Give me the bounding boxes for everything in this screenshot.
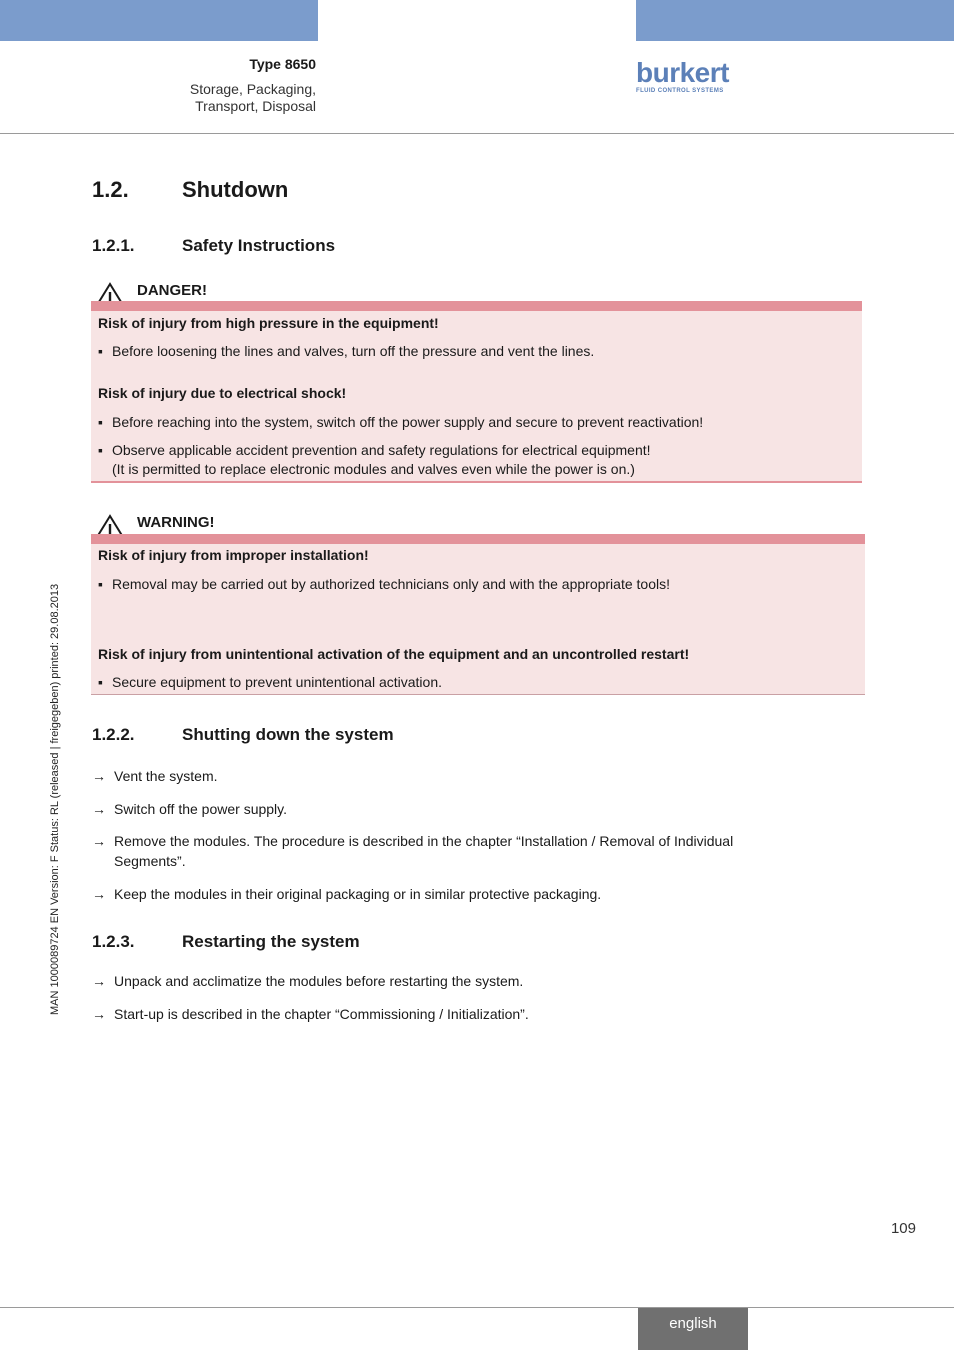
danger-risk-electrical: Risk of injury due to electrical shock! bbox=[98, 385, 347, 401]
subsection-heading-safety bbox=[92, 236, 335, 256]
header-band-left bbox=[0, 0, 318, 41]
danger-bullet: ▪ Before loosening the lines and valves, turn off the pressure and vent the lines. bbox=[98, 343, 595, 359]
shutdown-step: → Keep the modules in their original packaging or in similar protective packaging. bbox=[92, 886, 602, 902]
arrow-icon: → bbox=[92, 973, 106, 989]
warning-box-bottom bbox=[91, 694, 865, 695]
restart-step: → Start-up is described in the chapter “Commissioning / Initialization”. bbox=[92, 1006, 529, 1022]
burkert-logo bbox=[636, 56, 736, 98]
arrow-icon: → bbox=[92, 801, 106, 817]
subsection-title: Shutting down the system bbox=[182, 725, 394, 744]
danger-box-bar bbox=[91, 301, 862, 311]
document-metadata-side-text: MAN 1000089724 EN Version: F Status: RL (released | freigegeben) printed: 29.08.2013 bbox=[49, 583, 61, 1015]
arrow-icon: → bbox=[92, 833, 106, 849]
restart-step: → Unpack and acclimatize the modules before restarting the system. bbox=[92, 973, 524, 989]
section-heading bbox=[92, 177, 288, 203]
footer-divider bbox=[0, 1307, 954, 1308]
danger-bullet: ▪ Observe applicable accident prevention and safety regulations for electrical equipment! (It is permitted to replace electronic modules and valves even while the power is on.) bbox=[98, 442, 651, 477]
section-number: 1.2. bbox=[92, 177, 129, 202]
logo-wordmark: burkert bbox=[636, 57, 729, 88]
subsection-number: 1.2.1. bbox=[92, 236, 135, 255]
danger-label: DANGER! bbox=[137, 282, 207, 299]
warning-risk-restart: Risk of injury from unintentional activation of the equipment and an uncontrolled restart! bbox=[98, 646, 690, 662]
danger-bullet: ▪ Before reaching into the system, switch off the power supply and secure to prevent reactivation! bbox=[98, 414, 704, 430]
section-title: Shutdown bbox=[182, 177, 289, 202]
warning-label: WARNING! bbox=[137, 514, 215, 531]
logo-tagline: FLUID CONTROL SYSTEMS bbox=[636, 88, 724, 94]
subsection-number: 1.2.2. bbox=[92, 725, 135, 744]
warning-risk-installation: Risk of injury from improper installation! bbox=[98, 547, 369, 563]
subsection-number: 1.2.3. bbox=[92, 932, 135, 951]
danger-box bbox=[91, 301, 862, 483]
danger-box-bottom bbox=[91, 481, 862, 483]
chapter-subtitle: Storage, Packaging, Transport, Disposal bbox=[189, 81, 316, 114]
warning-box-bar bbox=[91, 534, 865, 544]
language-tab: english bbox=[638, 1308, 748, 1350]
warning-bullet: ▪ Secure equipment to prevent unintentional activation. bbox=[98, 674, 442, 690]
header-divider bbox=[0, 133, 954, 134]
warning-bullet: ▪ Removal may be carried out by authorized technicians only and with the appropriate tools! bbox=[98, 576, 670, 592]
arrow-icon: → bbox=[92, 886, 106, 902]
arrow-icon: → bbox=[92, 1006, 106, 1022]
header-band-right bbox=[636, 0, 954, 41]
subsection-heading-restarting bbox=[92, 932, 360, 952]
subsection-title: Restarting the system bbox=[182, 932, 360, 951]
subsection-title: Safety Instructions bbox=[182, 236, 336, 255]
shutdown-step: → Vent the system. bbox=[92, 768, 218, 784]
danger-risk-pressure: Risk of injury from high pressure in the equipment! bbox=[98, 315, 439, 331]
subsection-heading-shutting-down bbox=[92, 725, 394, 745]
arrow-icon: → bbox=[92, 768, 106, 784]
shutdown-step: → Switch off the power supply. bbox=[92, 801, 288, 817]
shutdown-step: → Remove the modules. The procedure is described in the chapter “Installation / Removal of Individual Segments”. bbox=[92, 833, 734, 869]
product-type: Type 8650 bbox=[249, 56, 316, 72]
warning-box bbox=[91, 534, 865, 695]
page-number: 109 bbox=[890, 1220, 916, 1237]
